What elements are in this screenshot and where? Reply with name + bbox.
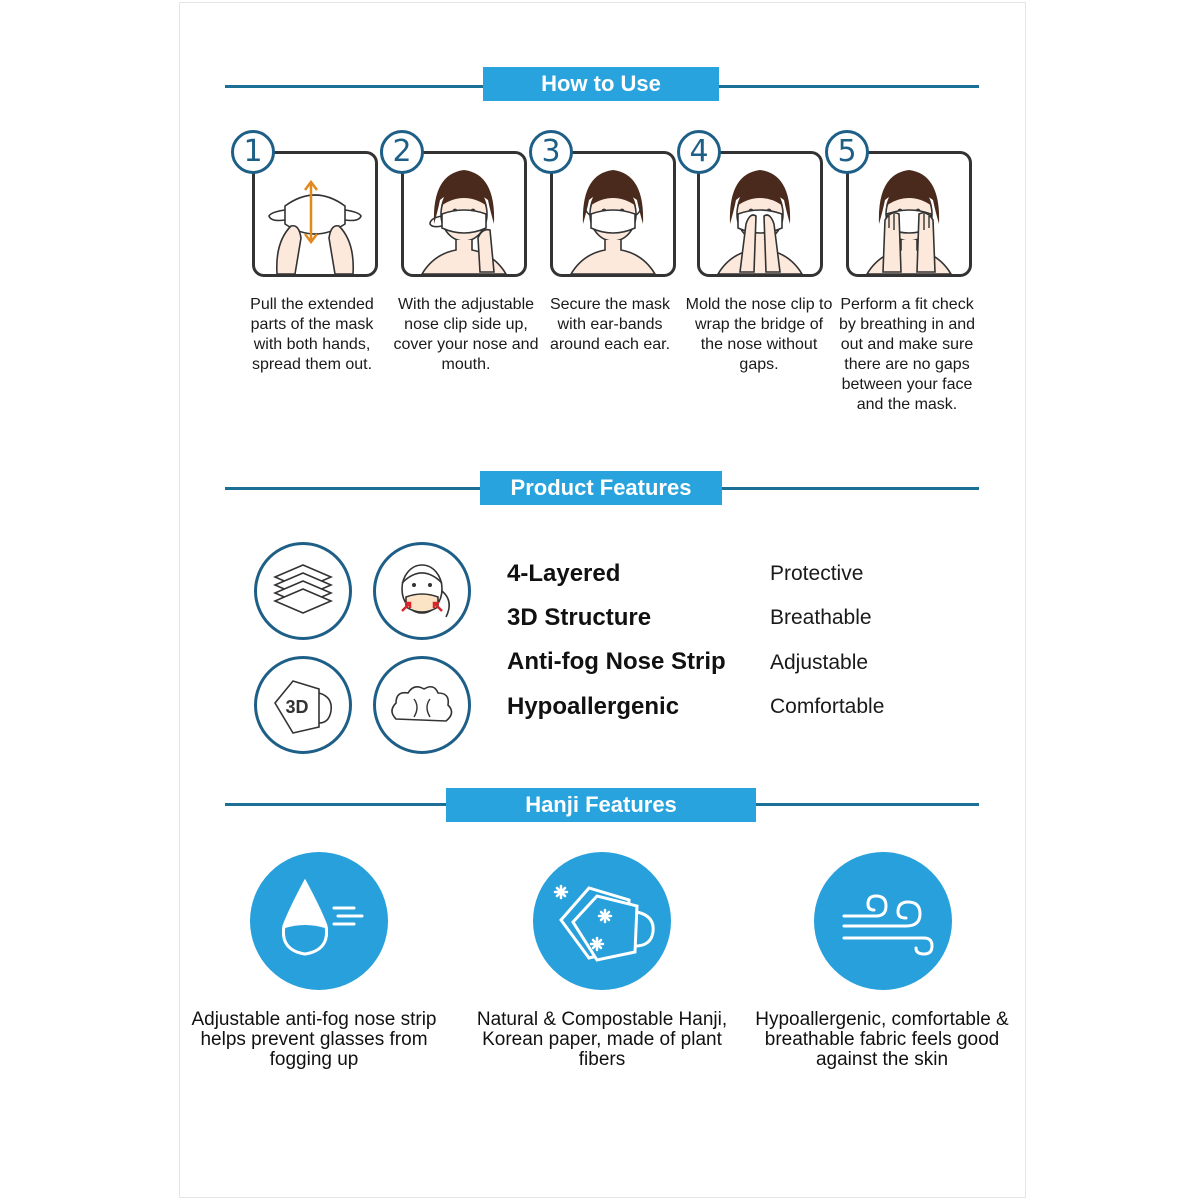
how-to-use-banner: How to Use (483, 67, 719, 101)
feature-name: 3D Structure (507, 604, 652, 631)
3d-mask-icon (254, 656, 352, 754)
feature-name: 4-Layered (507, 560, 621, 587)
hanji-feature-text: Adjustable anti-fog nose strip helps prevent glasses from fogging up (191, 1009, 437, 1070)
layers-icon (254, 542, 352, 640)
feature-benefit: Adjustable (770, 651, 869, 674)
step-2-illustration (401, 151, 527, 277)
hanji-feature-text: Hypoallergenic, comfortable & breathable fabric feels good against the skin (755, 1009, 1009, 1070)
step-4-text: Mold the nose clip to wrap the bridge of the nose without gaps. (685, 296, 833, 373)
feature-name: Anti-fog Nose Strip (507, 648, 726, 675)
spread-mask-icon (255, 154, 375, 274)
hanji-feature-text: Natural & Compostable Hanji, Korean paper, made of plant fibers (476, 1009, 728, 1070)
step-4-number: 4 (677, 130, 721, 174)
natural-mask-icon (533, 852, 671, 990)
wind-icon (814, 852, 952, 990)
step-2-number: 2 (380, 130, 424, 174)
step-1-illustration (252, 151, 378, 277)
ear-bands-icon (553, 154, 673, 274)
cover-face-icon (404, 154, 524, 274)
water-drop-icon (250, 852, 388, 990)
feature-benefit: Breathable (770, 606, 872, 629)
step-4-illustration (697, 151, 823, 277)
cotton-icon (373, 656, 471, 754)
step-1-number: 1 (231, 130, 275, 174)
step-5-illustration (846, 151, 972, 277)
hanji-features-banner: Hanji Features (446, 788, 756, 822)
step-5-number: 5 (825, 130, 869, 174)
feature-benefit: Protective (770, 562, 864, 585)
step-3-illustration (550, 151, 676, 277)
face-mask-structure-icon (373, 542, 471, 640)
step-2-text: With the adjustable nose clip side up, cover your nose and mouth. (393, 296, 539, 373)
step-3-text: Secure the mask with ear-bands around each ear. (549, 296, 671, 353)
3d-label: 3D (285, 697, 309, 717)
mold-nose-clip-icon (700, 154, 820, 274)
step-5-text: Perform a fit check by breathing in and out and make sure there are no gaps between your face and the mask. (838, 296, 976, 413)
feature-benefit: Comfortable (770, 695, 885, 718)
step-3-number: 3 (529, 130, 573, 174)
feature-name: Hypoallergenic (507, 693, 680, 720)
product-features-banner: Product Features (480, 471, 722, 505)
fit-check-icon (849, 154, 969, 274)
step-1-text: Pull the extended parts of the mask with both hands, spread them out. (250, 296, 374, 373)
